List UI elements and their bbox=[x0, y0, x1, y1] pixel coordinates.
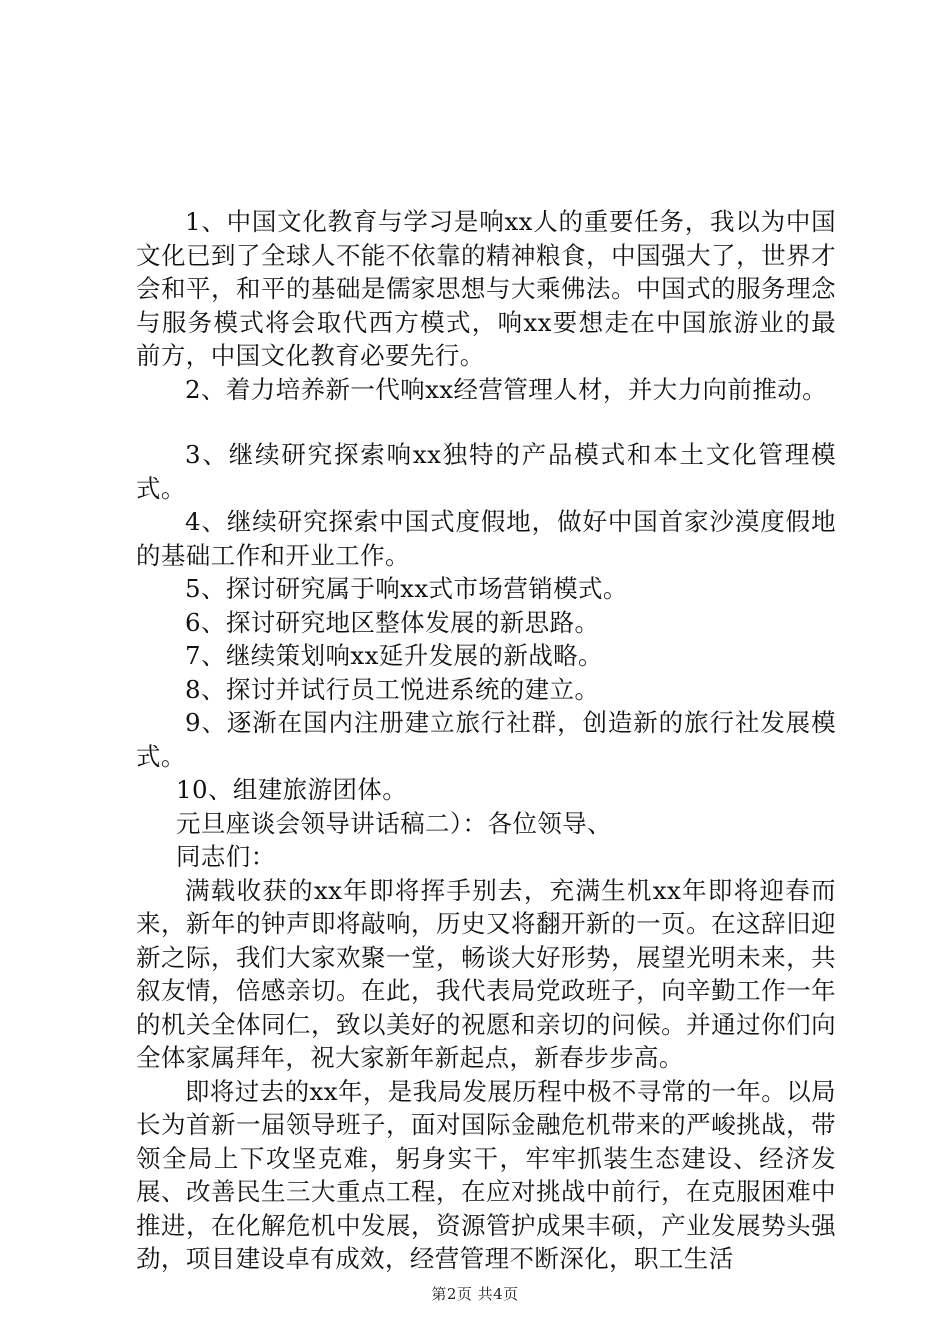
salutation: 同志们： bbox=[176, 842, 276, 871]
page-number-footer: 第2页 共4页 bbox=[431, 1285, 519, 1303]
paragraph-item-5: 5、探讨研究属于响xx式市场营销模式。 bbox=[185, 574, 628, 603]
paragraph-item-1: 1、中国文化教育与学习是响xx人的重要任务，我以为中国文化已到了全球人不能不依靠的精神粮食，中国强大了，世界才会和平，和平的基础是儒家思想与大乘佛法。中国式的服务理念与服务模式将会取代西方模式，响xx要想走在中国旅游业的最前方，中国文化教育必要先行。 bbox=[136, 207, 836, 370]
paragraph-item-4: 4、继续研究探索中国式度假地，做好中国首家沙漠度假地的基础工作和开业工作。 bbox=[136, 507, 836, 570]
paragraph-item-3: 3、继续研究探索响xx独特的产品模式和本土文化管理模式。 bbox=[136, 440, 836, 503]
paragraph-item-10: 10、组建旅游团体。 bbox=[176, 775, 408, 804]
paragraph-item-6: 6、探讨研究地区整体发展的新思路。 bbox=[185, 607, 600, 637]
paragraph-item-2: 2、着力培养新一代响xx经营管理人材，并大力向前推动。 bbox=[185, 374, 828, 404]
paragraph-item-7: 7、继续策划响xx延升发展的新战略。 bbox=[185, 641, 603, 670]
speech-title: 元旦座谈会领导讲话稿二）：各位领导、 bbox=[176, 808, 612, 838]
document-body bbox=[136, 205, 836, 1276]
speech-paragraph-1: 满载收获的xx年即将挥手别去，充满生机xx年即将迎春而来，新年的钟声即将敲响，历史又将翻开新的一页。在这辞旧迎新之际，我们大家欢聚一堂，畅谈大好形势，展望光明未来，共叙友情，倍感亲切。在此，我代表局党政班子，向辛勤工作一年的机关全体同仁，致以美好的祝愿和亲切的问候。并通过你们向全体家属拜年，祝大家新年新起点，新春步步高。 bbox=[136, 875, 836, 1072]
paragraph-item-8: 8、探讨并试行员工悦进系统的建立。 bbox=[185, 674, 600, 704]
speech-paragraph-2: 即将过去的xx年，是我局发展历程中极不寻常的一年。以局长为首新一届领导班子，面对国际金融危机带来的严峻挑战，带领全局上下攻坚克难，躬身实干，牢牢抓装生态建设、经济发展、改善民生三大重点工程，在应对挑战中前行，在克服困难中推进，在化解危机中发展，资源管护成果丰硕，产业发展势头强劲，项目建设卓有成效，经营管理不断深化，职工生活 bbox=[136, 1076, 836, 1273]
paragraph-item-9: 9、逐渐在国内注册建立旅行社群，创造新的旅行社发展模式。 bbox=[136, 708, 836, 771]
